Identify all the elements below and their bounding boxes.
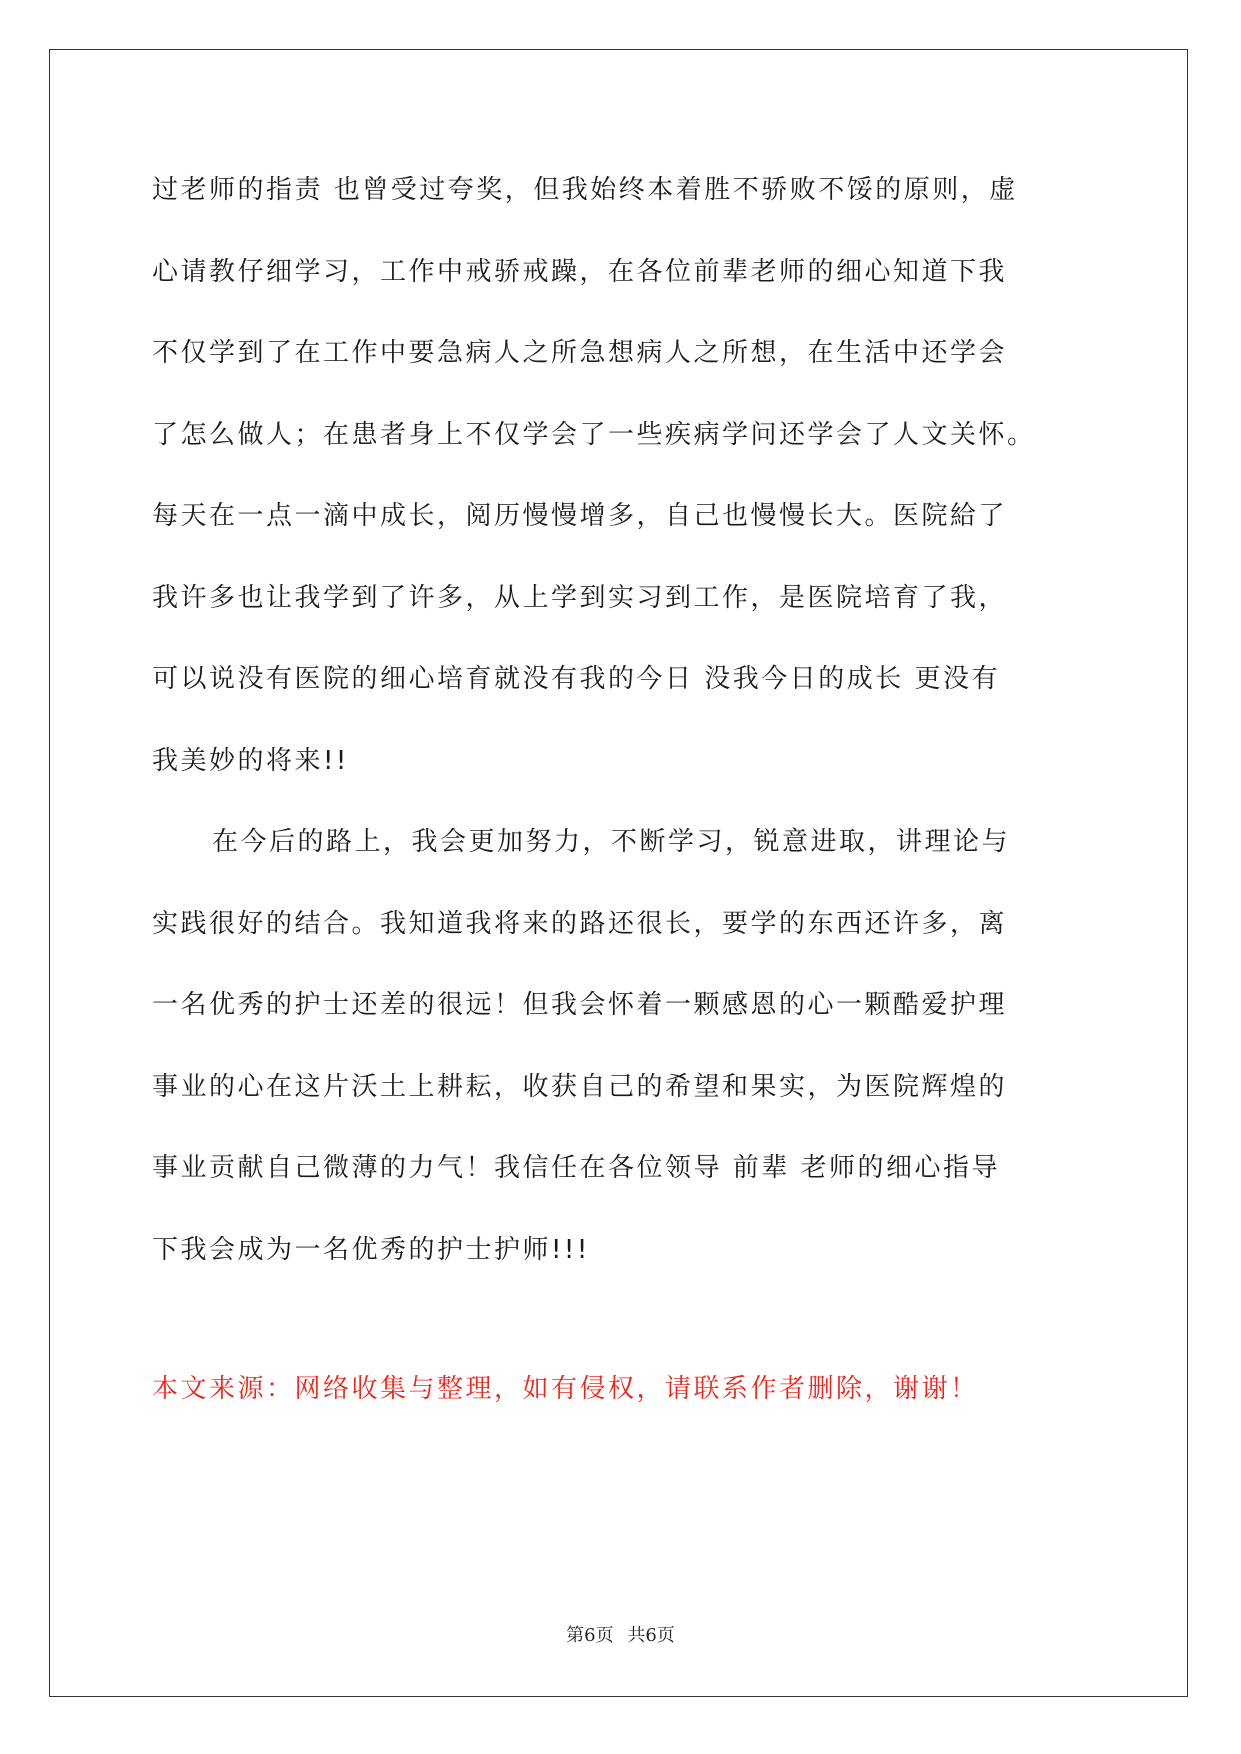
- paragraph-1-line: 心请教仔细学习，工作中戒骄戒躁，在各位前辈老师的细心知道下我: [152, 256, 1008, 287]
- paragraph-2-line: 实践很好的结合。我知道我将来的路还很长，要学的东西还许多，离: [152, 908, 1008, 939]
- paragraph-1-line: 我许多也让我学到了许多，从上学到实习到工作，是医院培育了我，: [152, 582, 1008, 613]
- paragraph-2-line: 一名优秀的护士还差的很远！但我会怀着一颗感恩的心一颗酷爱护理: [152, 990, 1008, 1020]
- paragraph-1-line: 不仅学到了在工作中要急病人之所急想病人之所想，在生活中还学会: [152, 338, 1008, 368]
- paragraph-1-line: 了怎么做人；在患者身上不仅学会了一些疾病学问还学会了人文关怀。: [152, 419, 1036, 450]
- paragraph-1-line: 我美妙的将来!!: [152, 745, 349, 776]
- paragraph-1-line: 每天在一点一滴中成长，阅历慢慢增多，自己也慢慢长大。医院給了: [152, 501, 1008, 531]
- document-body: [152, 150, 1092, 1291]
- paragraph-1-line: 可以说没有医院的细心培育就没有我的今日 没我今日的成长 更没有: [152, 664, 1001, 694]
- paragraph-1-line: 过老师的指责 也曾受过夸奖，但我始终本着胜不骄败不馁的原则，虚: [152, 175, 1018, 205]
- paragraph-2-line: 事业的心在这片沃土上耕耘，收获自己的希望和果实，为医院辉煌的: [152, 1071, 1008, 1102]
- current-page-number: 第6页: [566, 1625, 614, 1646]
- page-footer: [0, 1621, 1241, 1647]
- source-note: 本文来源：网络收集与整理，如有侵权，请联系作者删除，谢谢！: [152, 1374, 979, 1404]
- paragraph-2-line: 事业贡献自己微薄的力气！我信任在各位领导 前辈 老师的细心指导: [152, 1153, 1001, 1183]
- paragraph-2: [152, 802, 1092, 1291]
- paragraph-2-line: 下我会成为一名优秀的护士护师!!!: [152, 1234, 590, 1265]
- paragraph-2-line: 在今后的路上，我会更加努力，不断学习，锐意进取，讲理论与: [212, 827, 1011, 857]
- total-pages: 共6页: [627, 1625, 675, 1646]
- paragraph-1: [152, 150, 1092, 802]
